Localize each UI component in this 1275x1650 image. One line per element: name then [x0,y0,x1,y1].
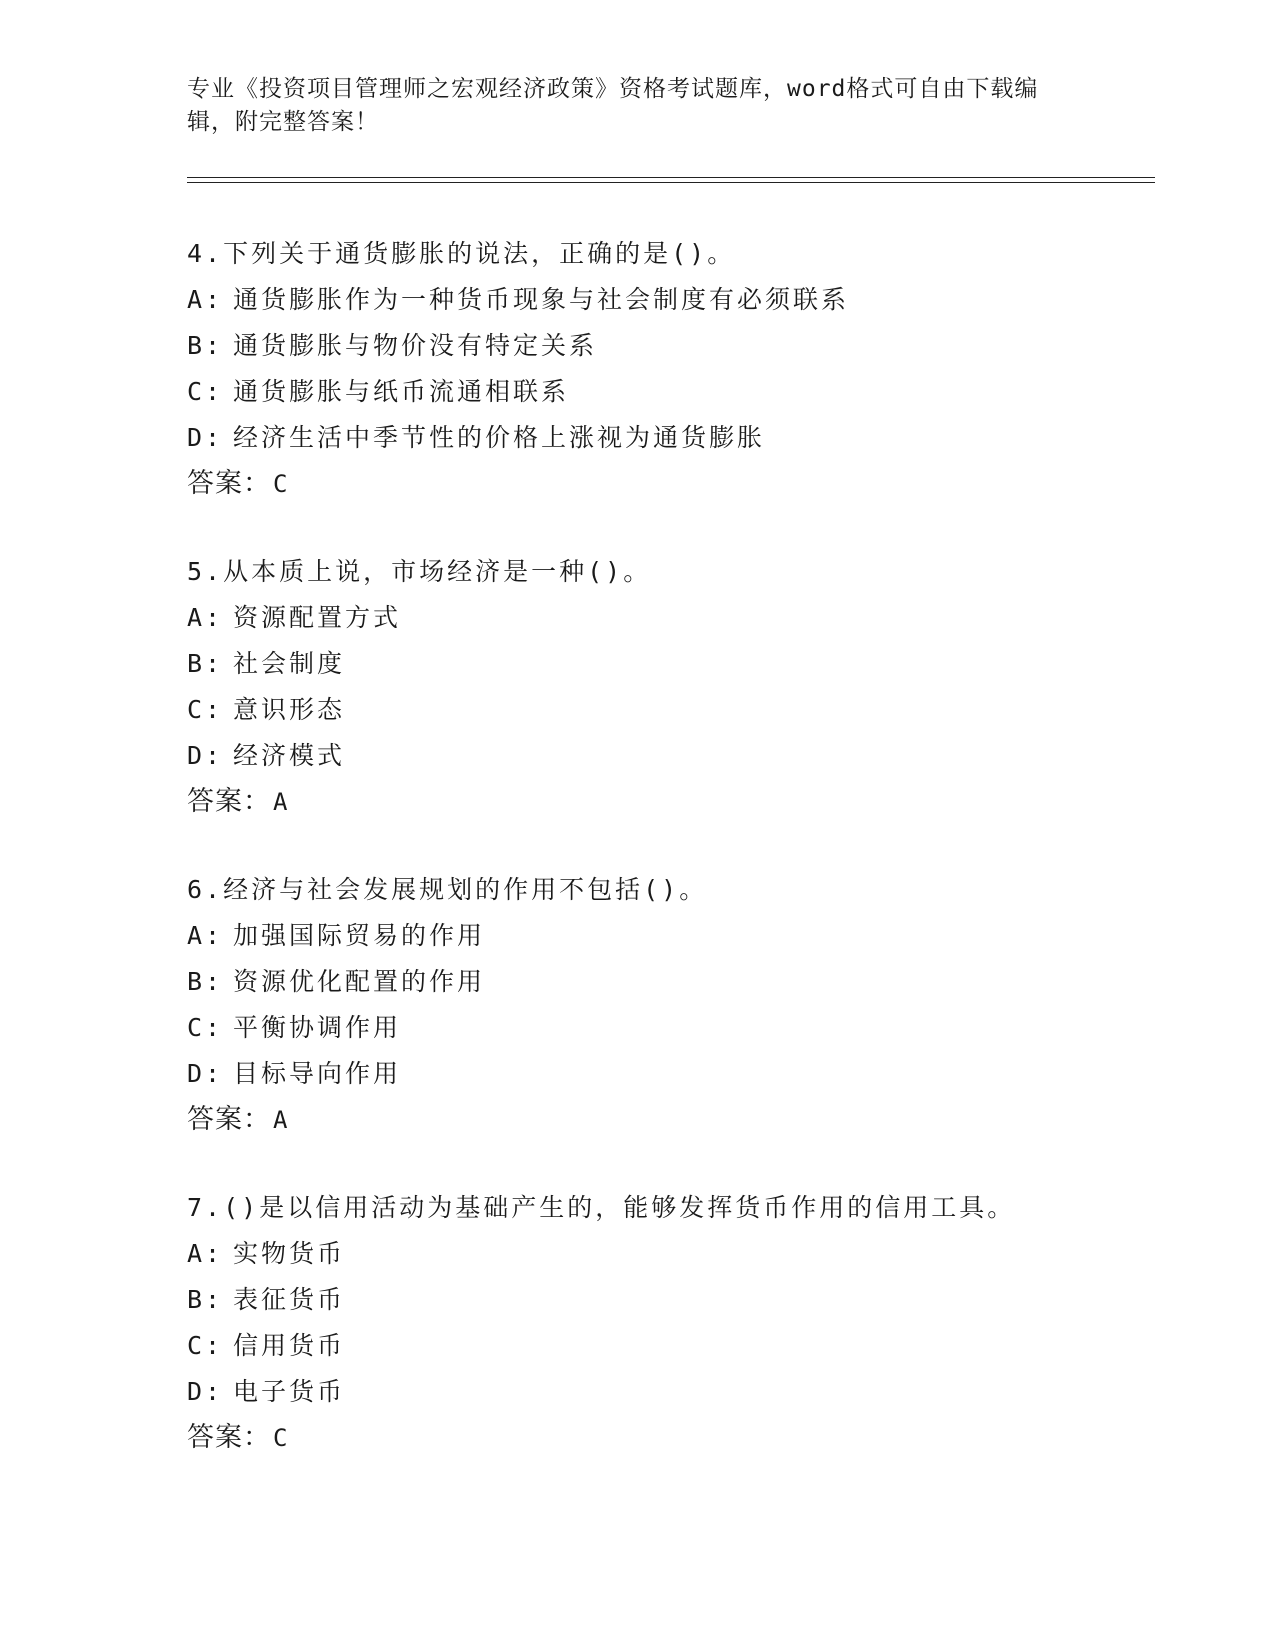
option-c [187,1323,1187,1369]
option-text: 信用货币 [233,1331,346,1360]
option-c [187,1005,1187,1051]
answer-line [187,461,1187,507]
option-a [187,277,1187,323]
option-b [187,1277,1187,1323]
option-text: 平衡协调作用 [233,1013,402,1042]
option-a [187,595,1187,641]
option-a [187,913,1187,959]
option-text: 资源配置方式 [233,603,402,632]
document-header [187,73,1087,139]
question-stem: 4.下列关于通货膨胀的说法，正确的是()。 [187,239,736,268]
answer-line [187,1415,1187,1461]
option-key: C: [187,377,224,406]
question-stem: 6.经济与社会发展规划的作用不包括()。 [187,875,708,904]
option-key: B: [187,649,224,678]
header-divider-top [187,177,1155,178]
option-text: 通货膨胀作为一种货币现象与社会制度有必须联系 [233,285,850,314]
option-text: 目标导向作用 [233,1059,402,1088]
option-c [187,687,1187,733]
question-block [187,867,1187,1143]
option-b [187,323,1187,369]
question-stem: 5.从本质上说，市场经济是一种()。 [187,557,652,586]
answer-label: 答案： [187,1422,271,1453]
option-text: 经济生活中季节性的价格上涨视为通货膨胀 [233,423,766,452]
option-d [187,1051,1187,1097]
answer-line [187,1097,1187,1143]
option-key: D: [187,741,224,770]
option-key: B: [187,331,224,360]
answer-label: 答案： [187,786,271,817]
option-d [187,1369,1187,1415]
option-key: C: [187,1013,224,1042]
option-key: D: [187,1377,224,1406]
option-key: A: [187,603,224,632]
option-text: 加强国际贸易的作用 [233,921,486,950]
option-key: A: [187,1239,224,1268]
option-key: D: [187,1059,224,1088]
option-key: A: [187,285,224,314]
answer-value: C [273,470,289,498]
option-key: B: [187,967,224,996]
header-line-1: 专业《投资项目管理师之宏观经济政策》资格考试题库，word格式可自由下载编 [187,76,1039,102]
question-block [187,549,1187,825]
answer-label: 答案： [187,1104,271,1135]
answer-line [187,779,1187,825]
option-d [187,415,1187,461]
question-stem: 7.()是以信用活动为基础产生的，能够发挥货币作用的信用工具。 [187,1193,1016,1222]
option-key: A: [187,921,224,950]
option-text: 意识形态 [233,695,346,724]
option-text: 通货膨胀与物价没有特定关系 [233,331,598,360]
option-key: D: [187,423,224,452]
option-c [187,369,1187,415]
answer-value: C [273,1424,289,1452]
question-block [187,1185,1187,1461]
option-text: 社会制度 [233,649,346,678]
header-divider-bottom [187,182,1155,183]
option-text: 电子货币 [233,1377,346,1406]
option-d [187,733,1187,779]
option-key: B: [187,1285,224,1314]
answer-label: 答案： [187,468,271,499]
option-key: C: [187,695,224,724]
option-text: 表征货币 [233,1285,346,1314]
answer-value: A [273,788,289,816]
question-block [187,231,1187,507]
option-text: 资源优化配置的作用 [233,967,486,996]
option-b [187,641,1187,687]
answer-value: A [273,1106,289,1134]
option-text: 通货膨胀与纸币流通相联系 [233,377,570,406]
option-b [187,959,1187,1005]
option-text: 实物货币 [233,1239,346,1268]
header-line-2: 辑，附完整答案！ [187,109,379,135]
option-a [187,1231,1187,1277]
option-key: C: [187,1331,224,1360]
option-text: 经济模式 [233,741,346,770]
